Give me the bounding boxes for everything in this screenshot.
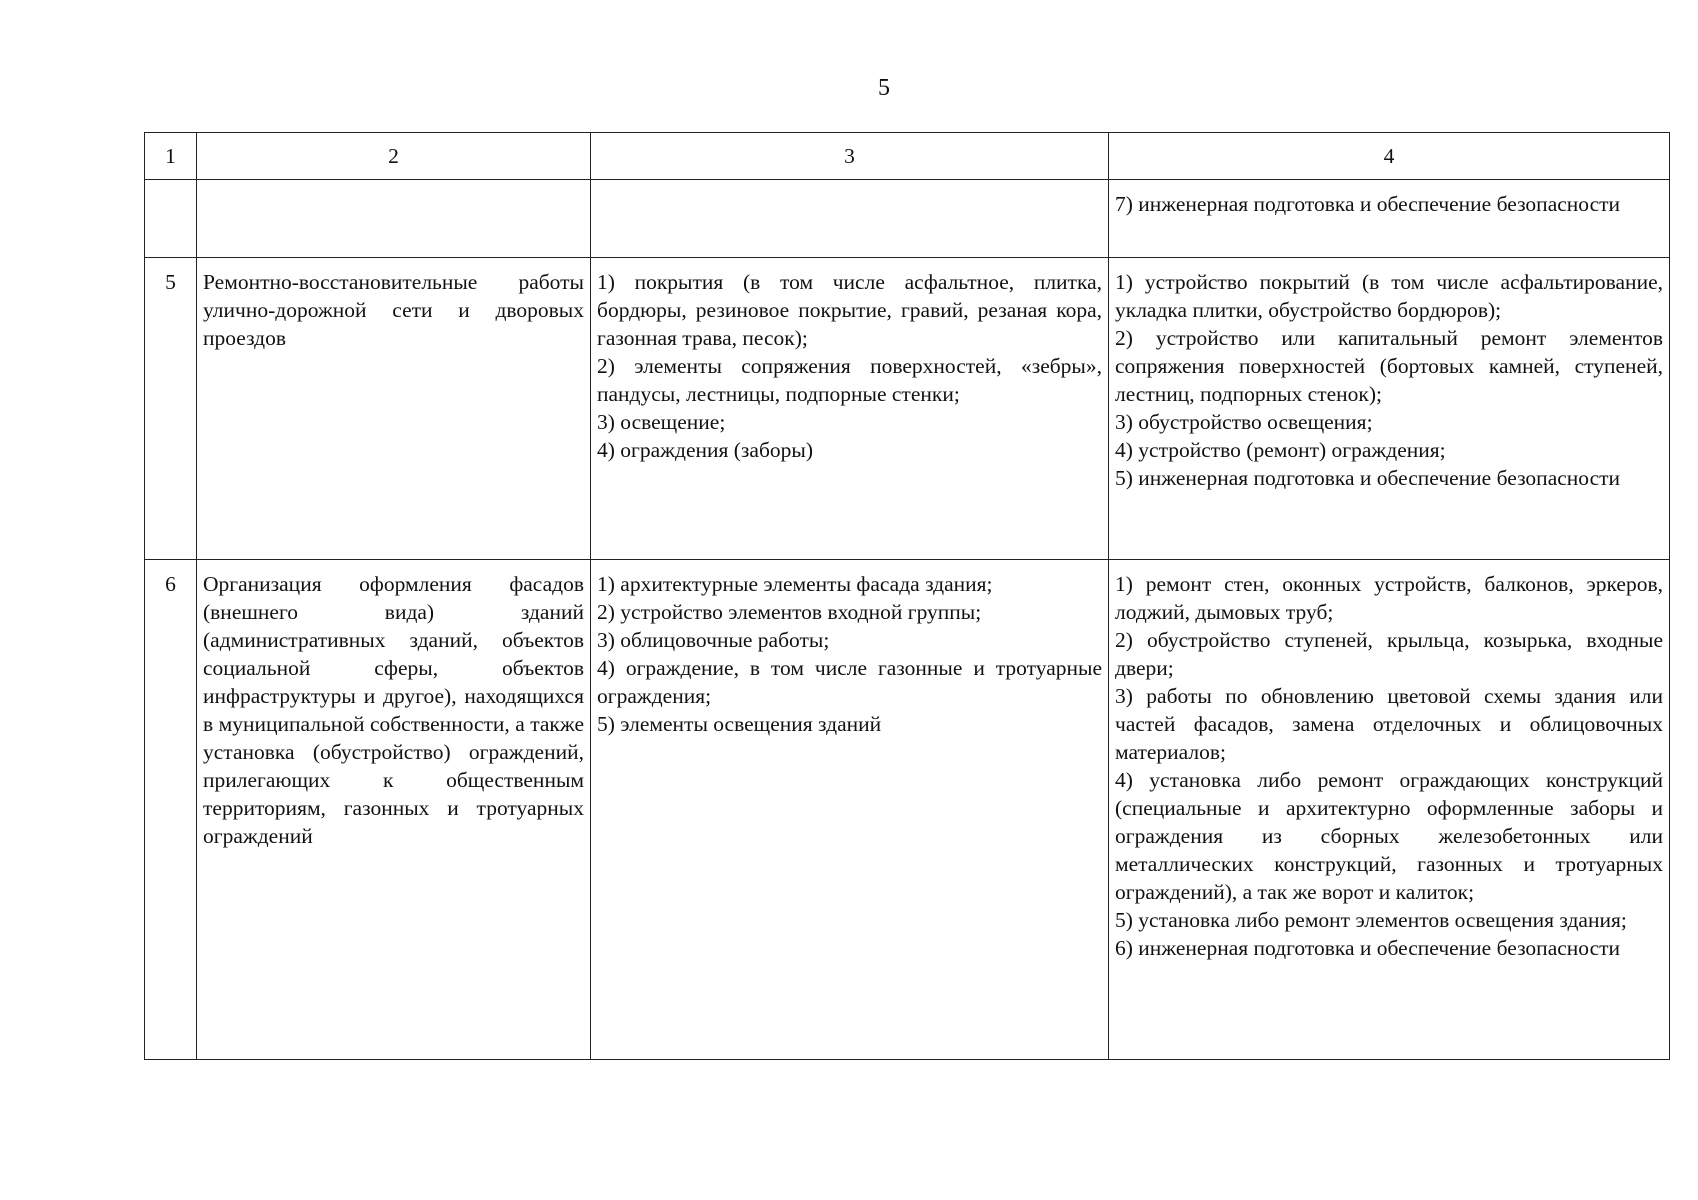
table-row-continuation [145,180,1670,258]
row-works-cell [1109,180,1670,258]
row-title-cell [197,258,591,560]
page-number: 5 [878,75,890,101]
list-item: 4) ограждение, в том числе газонные и тротуарные ограждения; [597,656,1102,708]
list-item: 3) облицовочные работы; [597,628,830,652]
row-elements-cell [591,560,1109,1060]
list-item: 2) элементы сопряжения поверхностей, «зебры», пандусы, лестницы, подпорные стенки; [597,354,1102,406]
header-col-4: 4 [1109,133,1670,180]
list-item: 5) элементы освещения зданий [597,712,882,736]
list-item: 6) инженерная подготовка и обеспечение безопасности [1115,936,1621,960]
row-title: Ремонтно-восстановительные работы улично-дорожной сети и дворовых проездов [203,270,584,350]
list-item: 3) обустройство освещения; [1115,410,1373,434]
row-title-cell [197,180,591,258]
list-item: 1) архитектурные элементы фасада здания; [597,572,993,596]
row-title: Организация оформления фасадов (внешнего вида) зданий (административных зданий, объектов социальной сферы, объектов инфраструктуры и другое), находящихся в муниципальной собственности, а также установка (обустройство) ограждений, прилегающих к общественным территориям, газонных и тротуарных ограждений [203,572,584,848]
list-item: 2) обустройство ступеней, крыльца, козырька, входные двери; [1115,628,1663,680]
list-item: 7) инженерная подготовка и обеспечение безопасности [1115,192,1621,216]
list-item: 1) ремонт стен, оконных устройств, балконов, эркеров, лоджий, дымовых труб; [1115,572,1663,624]
list-item: 5) установка либо ремонт элементов освещения здания; [1115,908,1627,932]
row-elements-cell [591,180,1109,258]
list-item: 4) установка либо ремонт ограждающих конструкций (специальные и архитектурно оформленные заборы и ограждения из сборных железобетонных или металлических конструкций, газонных и тротуарных ограждений), а так же ворот и калиток; [1115,768,1663,904]
header-col-3: 3 [591,133,1109,180]
list-item: 2) устройство элементов входной группы; [597,600,982,624]
row-number-cell: 5 [145,258,197,560]
row-number-cell: 6 [145,560,197,1060]
list-item: 2) устройство или капитальный ремонт элементов сопряжения поверхностей (бортовых камней, ступеней, лестниц, подпорных стенок); [1115,326,1663,406]
list-item: 5) инженерная подготовка и обеспечение безопасности [1115,466,1621,490]
table-row-5 [145,258,1670,560]
list-item: 4) ограждения (заборы) [597,438,813,462]
row-works-cell [1109,560,1670,1060]
row-elements-cell [591,258,1109,560]
row-number-cell [145,180,197,258]
list-item: 4) устройство (ремонт) ограждения; [1115,438,1446,462]
header-col-2: 2 [197,133,591,180]
table-row-6 [145,560,1670,1060]
list-item: 1) покрытия (в том числе асфальтное, плитка, бордюры, резиновое покрытие, гравий, резаная кора, газонная трава, песок); [597,270,1102,350]
works-table [144,132,1670,1060]
list-item: 3) освещение; [597,410,726,434]
header-col-1: 1 [145,133,197,180]
list-item: 3) работы по обновлению цветовой схемы здания или частей фасадов, замена отделочных и облицовочных материалов; [1115,684,1663,764]
list-item: 1) устройство покрытий (в том числе асфальтирование, укладка плитки, обустройство бордюров); [1115,270,1663,322]
row-works-cell [1109,258,1670,560]
table-header-row [145,133,1670,180]
row-title-cell [197,560,591,1060]
